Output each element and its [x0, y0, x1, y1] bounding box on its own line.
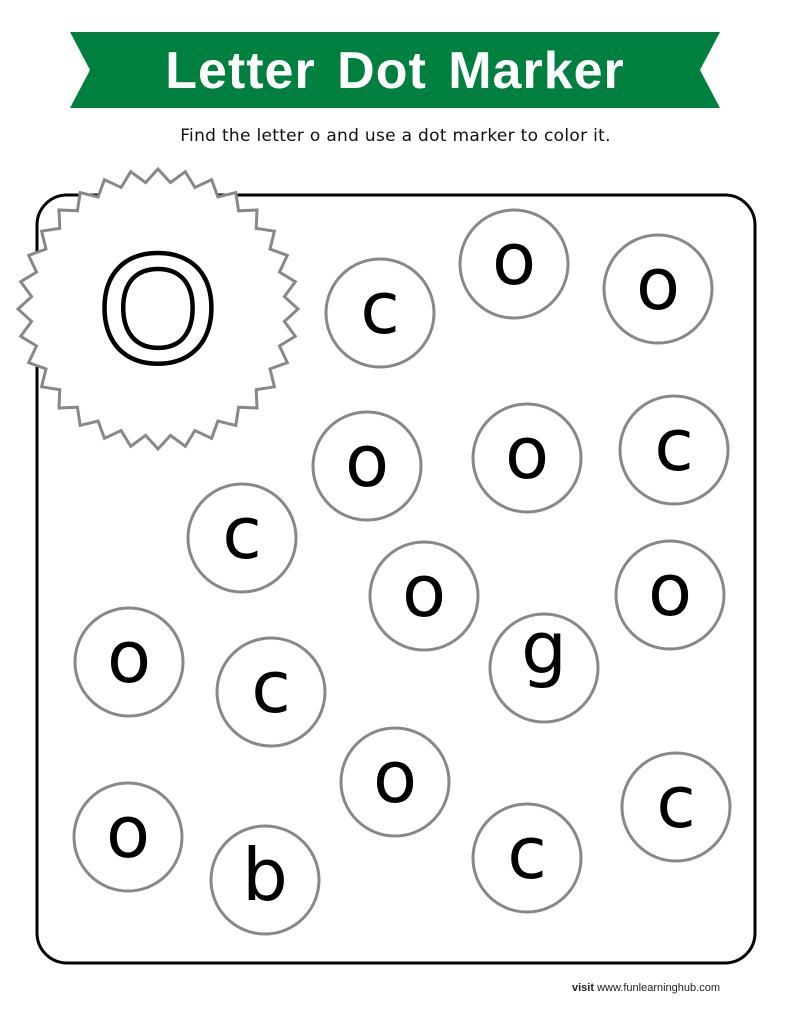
target-letter: O	[99, 224, 217, 392]
circle-letter: o	[401, 549, 447, 633]
circle-letter: c	[507, 811, 547, 895]
target-letter-badge	[18, 169, 298, 449]
letter-circle[interactable]	[313, 412, 421, 520]
instructions: Find the letter o and use a dot marker to color it.	[180, 126, 611, 146]
circle-letter: o	[491, 217, 537, 301]
circle-letter: o	[635, 242, 681, 326]
circle-letter: o	[106, 615, 152, 699]
circle-letter: o	[344, 419, 390, 503]
letter-circle[interactable]	[620, 396, 728, 504]
letter-circle[interactable]	[211, 826, 319, 934]
letter-circle[interactable]	[490, 606, 598, 722]
letter-circle[interactable]	[473, 804, 581, 912]
letter-circle[interactable]	[75, 608, 183, 716]
circle-letter: o	[372, 735, 418, 819]
footer	[572, 982, 720, 994]
circle-letter: c	[656, 760, 696, 844]
circle-letter: c	[360, 266, 400, 350]
letter-circle[interactable]	[217, 638, 325, 746]
letter-circle[interactable]	[370, 542, 478, 650]
circle-letter: c	[222, 491, 262, 575]
circle-letter: c	[251, 645, 291, 729]
circle-letter: g	[521, 606, 567, 690]
letter-circle[interactable]	[326, 259, 434, 367]
circle-letter: o	[504, 411, 550, 495]
letter-circle[interactable]	[74, 783, 182, 891]
circle-letter: o	[105, 790, 151, 874]
letter-circle[interactable]	[188, 484, 296, 592]
letter-circle[interactable]	[616, 541, 724, 649]
letter-circle[interactable]	[473, 404, 581, 512]
page-title: Letter Dot Marker	[165, 42, 625, 100]
footer-visit: visit	[572, 982, 595, 994]
footer-url[interactable]: www.funlearninghub.com	[597, 982, 720, 994]
circle-letter: b	[242, 833, 288, 917]
circle-letter: o	[647, 548, 693, 632]
letter-circle[interactable]	[604, 235, 712, 343]
circle-letter: c	[654, 403, 694, 487]
letter-circle[interactable]	[341, 728, 449, 836]
letter-circle[interactable]	[460, 210, 568, 318]
letter-circle[interactable]	[622, 753, 730, 861]
